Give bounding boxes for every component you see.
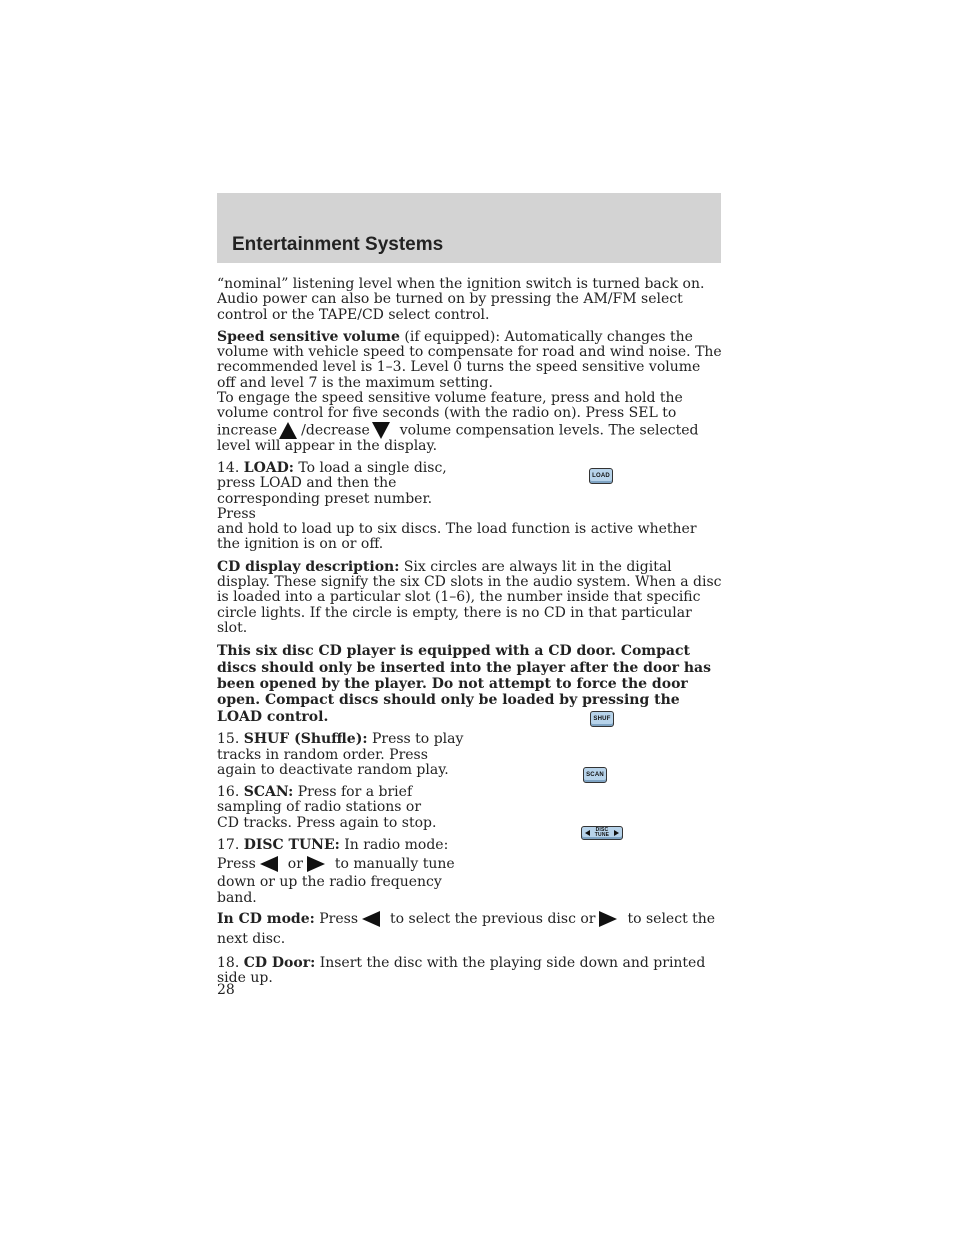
- cd-display-text: Six circles are always lit in the digital display. These signify the six CD slots in the audio system. When a disc is loaded into a particular slot (1–6), the number inside that specific circle lights. If the circle is empty, there is no CD in that particular slot.: [217, 558, 722, 636]
- left-arrow-icon: [260, 856, 278, 872]
- door-heading: CD Door:: [243, 954, 316, 971]
- load-button-icon: [589, 468, 613, 484]
- load-text-a: To load a single disc, press LOAD and then the corresponding preset number. Press: [217, 459, 447, 522]
- page-body: [217, 277, 723, 987]
- section-header: [217, 193, 721, 263]
- paragraph-scan: [217, 785, 445, 831]
- previous-disc-arrow-icon: [362, 911, 380, 927]
- paragraph-load: [217, 461, 723, 553]
- disc-tune-label-line1: DISC: [595, 827, 609, 833]
- load-number: 14.: [217, 459, 244, 476]
- speed-sensitive-heading: Speed sensitive volume: [217, 328, 400, 345]
- disc-number: 17.: [217, 837, 244, 854]
- scan-button-label: SCAN: [586, 772, 604, 778]
- cd-mode-end: to select the next disc.: [217, 910, 716, 947]
- disc-tune-button-label: [595, 828, 609, 838]
- scan-number: 16.: [217, 784, 244, 801]
- shuf-text: Press to play tracks in random order. Press again to deactivate random play.: [217, 731, 464, 778]
- section-title: Entertainment Systems: [232, 234, 444, 255]
- shuf-button-icon: [590, 711, 614, 727]
- scan-heading: SCAN:: [243, 784, 294, 801]
- next-disc-arrow-icon: [599, 911, 617, 927]
- cd-mode-mid: to select the previous disc or: [390, 910, 596, 927]
- down-arrow-icon: [372, 422, 390, 439]
- speed-sensitive-text: (if equipped): Automatically changes the volume with vehicle speed to compensate for road and wind noise. The recommended level is 1–3. Level 0 turns the speed sensitive volume off and level 7 is the maximum setting.: [217, 328, 722, 391]
- paragraph-speed-sensitive: [217, 330, 723, 391]
- paragraph-cd-display: [217, 560, 723, 636]
- disc-text-a: In radio mode:: [339, 837, 449, 854]
- cd-mode-heading: In CD mode:: [217, 910, 315, 927]
- load-text-block: [217, 461, 467, 522]
- increase-word: increase: [217, 422, 278, 439]
- disc-or: or: [287, 856, 303, 873]
- cd-display-heading: CD display description:: [217, 558, 400, 575]
- paragraph-engage: [217, 391, 723, 454]
- disc-text-b: to manually tune down or up the radio frequency band.: [217, 856, 455, 906]
- door-number: 18.: [217, 954, 244, 971]
- cd-door-warning: This six disc CD player is equipped with a CD door. Compact discs should only be inserted into the player after the door has been opened by the player. Do not attempt to force the door open. Compact discs should only be loaded by pressing the LOAD control.: [217, 643, 712, 725]
- paragraph-shuffle: [217, 732, 465, 778]
- paragraph-cd-door: [217, 956, 723, 987]
- cd-mode-press: Press: [314, 910, 358, 927]
- scan-text: Press for a brief sampling of radio stations or CD tracks. Press again to stop.: [217, 784, 437, 831]
- shuf-heading: SHUF (Shuffle):: [243, 731, 368, 748]
- disc-tune-button-icon: [581, 826, 623, 840]
- disc-press: Press: [217, 856, 256, 873]
- load-button-label: LOAD: [592, 473, 610, 479]
- load-text-b: and hold to load up to six discs. The load function is active whether the ignition is on or off.: [217, 521, 697, 553]
- shuf-number: 15.: [217, 731, 244, 748]
- disc-heading: DISC TUNE:: [243, 837, 340, 854]
- disc-tune-label-line2: TUNE: [594, 832, 610, 838]
- page-number: 28: [217, 982, 235, 998]
- paragraph-cd-mode: [217, 909, 723, 949]
- scan-button-icon: [583, 767, 607, 783]
- engage-text: To engage the speed sensitive volume feature, press and hold the volume control for five seconds (with the radio on). Press SEL to: [217, 390, 683, 422]
- decrease-word: /decrease: [301, 422, 370, 439]
- door-text: Insert the disc with the playing side down and printed side up.: [217, 954, 706, 987]
- disc-tune-right-icon: [614, 830, 619, 836]
- paragraph-disc-tune: [217, 838, 462, 906]
- up-arrow-icon: [279, 422, 297, 439]
- levels-text: volume compensation levels. The selected level will appear in the display.: [217, 422, 699, 454]
- paragraph-nominal: “nominal” listening level when the ignition switch is turned back on. Audio power can also be turned on by pressing the AM/FM select control or the TAPE/CD select control.: [217, 276, 705, 323]
- load-heading: LOAD:: [243, 459, 294, 476]
- shuf-button-label: SHUF: [593, 716, 611, 722]
- right-arrow-icon: [307, 856, 325, 872]
- disc-tune-left-icon: [585, 830, 590, 836]
